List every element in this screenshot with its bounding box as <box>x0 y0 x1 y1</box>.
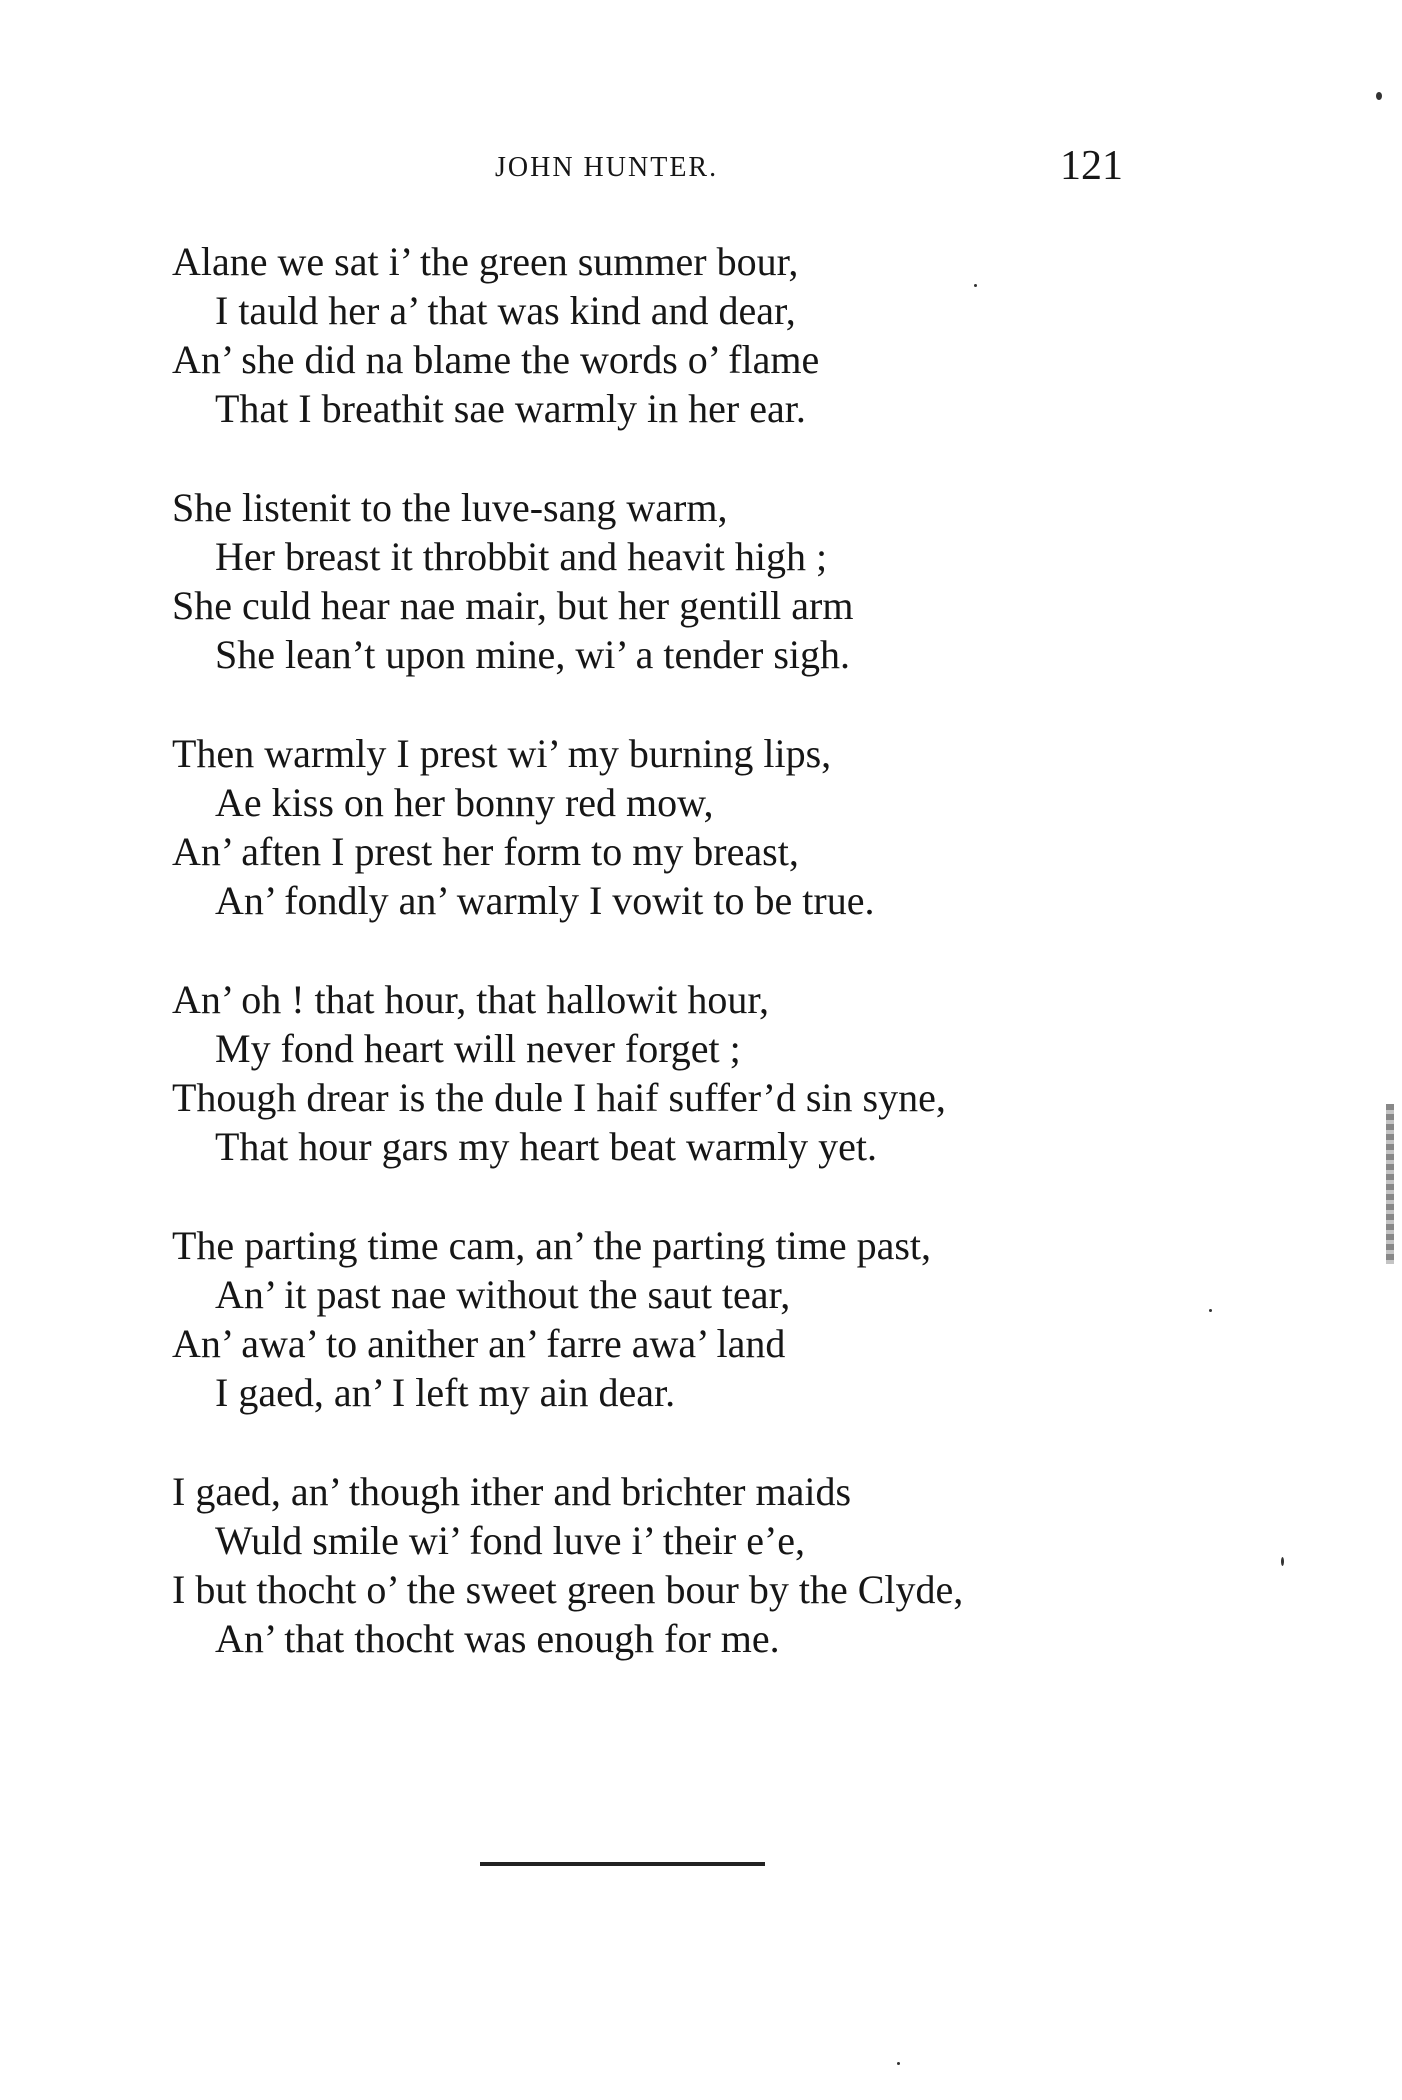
poem-line: I tauld her a’ that was kind and dear, <box>215 288 796 333</box>
poem-line: An’ awa’ to anither an’ farre awa’ land <box>172 1321 786 1366</box>
stanza <box>172 975 1152 1171</box>
ink-speck <box>1281 1557 1284 1566</box>
poem-line: Alane we sat i’ the green summer bour, <box>172 239 799 284</box>
ink-speck <box>1209 1309 1212 1312</box>
poem-line: Her breast it throbbit and heavit high ; <box>215 534 828 579</box>
stanza-break <box>172 1417 1152 1467</box>
closing-rule <box>480 1862 765 1866</box>
poem-line: My fond heart will never forget ; <box>215 1026 741 1071</box>
poem-line: Wuld smile wi’ fond luve i’ their e’e, <box>215 1518 806 1563</box>
poem-line: An’ it past nae without the saut tear, <box>215 1272 791 1317</box>
poem-line: I but thocht o’ the sweet green bour by the Clyde, <box>172 1567 964 1612</box>
poem-line: An’ aften I prest her form to my breast, <box>172 829 799 874</box>
poem <box>172 237 1152 1663</box>
poem-line: That I breathit sae warmly in her ear. <box>215 386 806 431</box>
poem-line: She listenit to the luve-sang warm, <box>172 485 728 530</box>
poem-line: An’ oh ! that hour, that hallowit hour, <box>172 977 770 1022</box>
poem-line: That hour gars my heart beat warmly yet. <box>215 1124 877 1169</box>
poem-line: She lean’t upon mine, wi’ a tender sigh. <box>215 632 851 677</box>
stanza-break <box>172 1171 1152 1221</box>
poem-line: Then warmly I prest wi’ my burning lips, <box>172 731 832 776</box>
poem-line: The parting time cam, an’ the parting time past, <box>172 1223 932 1268</box>
poem-line: She culd hear nae mair, but her gentill arm <box>172 583 854 628</box>
poem-line: Ae kiss on her bonny red mow, <box>215 780 714 825</box>
stanza <box>172 729 1152 925</box>
ink-speck <box>1376 92 1382 100</box>
running-head <box>170 142 1130 192</box>
poem-line: I gaed, an’ I left my ain dear. <box>215 1370 676 1415</box>
scan-edge-mark <box>1386 1104 1394 1264</box>
page-number: 121 <box>1060 143 1123 189</box>
stanza <box>172 483 1152 679</box>
ink-speck <box>974 284 977 287</box>
poem-line: An’ fondly an’ warmly I vowit to be true. <box>215 878 875 923</box>
stanza <box>172 237 1152 433</box>
poem-line: An’ that thocht was enough for me. <box>215 1616 780 1661</box>
stanza-break <box>172 433 1152 483</box>
running-title: JOHN HUNTER. <box>495 152 719 183</box>
poem-line: Though drear is the dule I haif suffer’d sin syne, <box>172 1075 946 1120</box>
stanza <box>172 1467 1152 1663</box>
stanza-break <box>172 925 1152 975</box>
poem-line: I gaed, an’ though ither and brichter maids <box>172 1469 852 1514</box>
stanza <box>172 1221 1152 1417</box>
ink-speck <box>897 2062 900 2065</box>
poem-line: An’ she did na blame the words o’ flame <box>172 337 820 382</box>
stanza-break <box>172 679 1152 729</box>
